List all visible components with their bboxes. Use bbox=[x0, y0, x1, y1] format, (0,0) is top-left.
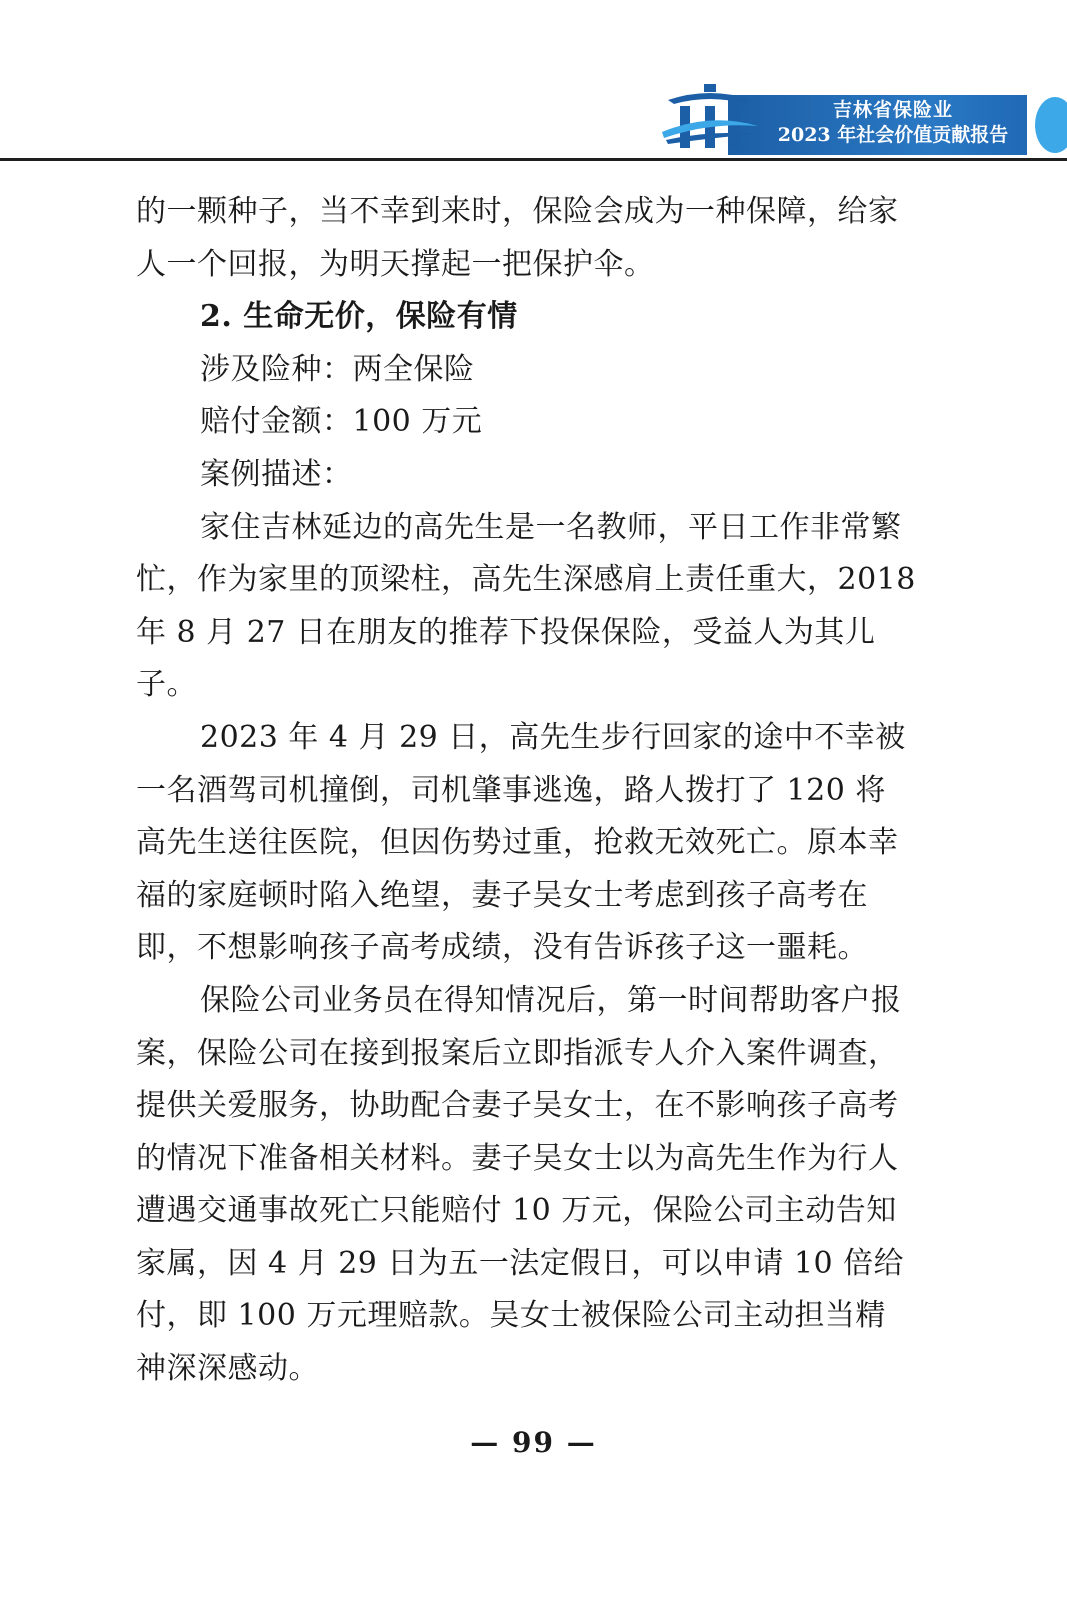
page-number: — 99 — bbox=[470, 1426, 597, 1459]
case-description-label: 案例描述： bbox=[200, 456, 353, 492]
header-divider bbox=[0, 158, 1067, 161]
insurance-type: 涉及险种：两全保险 bbox=[200, 351, 475, 387]
case-paragraph-3: 保险公司业务员在得知情况后，第一时间帮助客户报案，保险公司在接到报案后立即指派专人介入案件调查，提供关爱服务，协助配合妻子吴女士，在不影响孩子高考的情况下准备相关材料。妻子吴女士以为高先生作为行人遭遇交通事故死亡只能赔付 10 万元，保险公司主动告知家属，因 4 月 29 日为五一法定假日，可以申请 10 倍给付，即 100 万元理赔款。吴女士被保险公司主动担当精神深深感动。 bbox=[136, 982, 905, 1387]
report-title bbox=[760, 98, 1026, 148]
report-title-line1: 吉林省保险业 bbox=[832, 99, 953, 121]
case-heading: 2. 生命无价，保险有情 bbox=[200, 299, 518, 335]
report-title-line2: 2023 年社会价值贡献报告 bbox=[777, 124, 1009, 146]
jilin-insurance-logo-icon bbox=[660, 82, 760, 154]
banner-curve-decoration bbox=[1027, 95, 1067, 155]
page-header bbox=[0, 0, 1067, 168]
case-paragraph-2: 2023 年 4 月 29 日，高先生步行回家的途中不幸被一名酒驾司机撞倒，司机肇事逃逸，路人拨打了 120 将高先生送往医院，但因伤势过重，抢救无效死亡。原本幸福的家庭顿时陷入绝望，妻子吴女士考虑到孩子高考在即，不想影响孩子高考成绩，没有告诉孩子这一噩耗。 bbox=[136, 719, 906, 966]
payout-amount: 赔付金额：100 万元 bbox=[200, 404, 483, 440]
case-paragraph-1: 家住吉林延边的高先生是一名教师，平日工作非常繁忙，作为家里的顶梁柱，高先生深感肩上责任重大，2018 年 8 月 27 日在朋友的推荐下投保保险，受益人为其儿子。 bbox=[136, 509, 916, 703]
paragraph-continuation: 的一颗种子，当不幸到来时，保险会成为一种保障，给家人一个回报，为明天撑起一把保护伞。 bbox=[136, 194, 899, 282]
page-content bbox=[136, 186, 916, 1396]
